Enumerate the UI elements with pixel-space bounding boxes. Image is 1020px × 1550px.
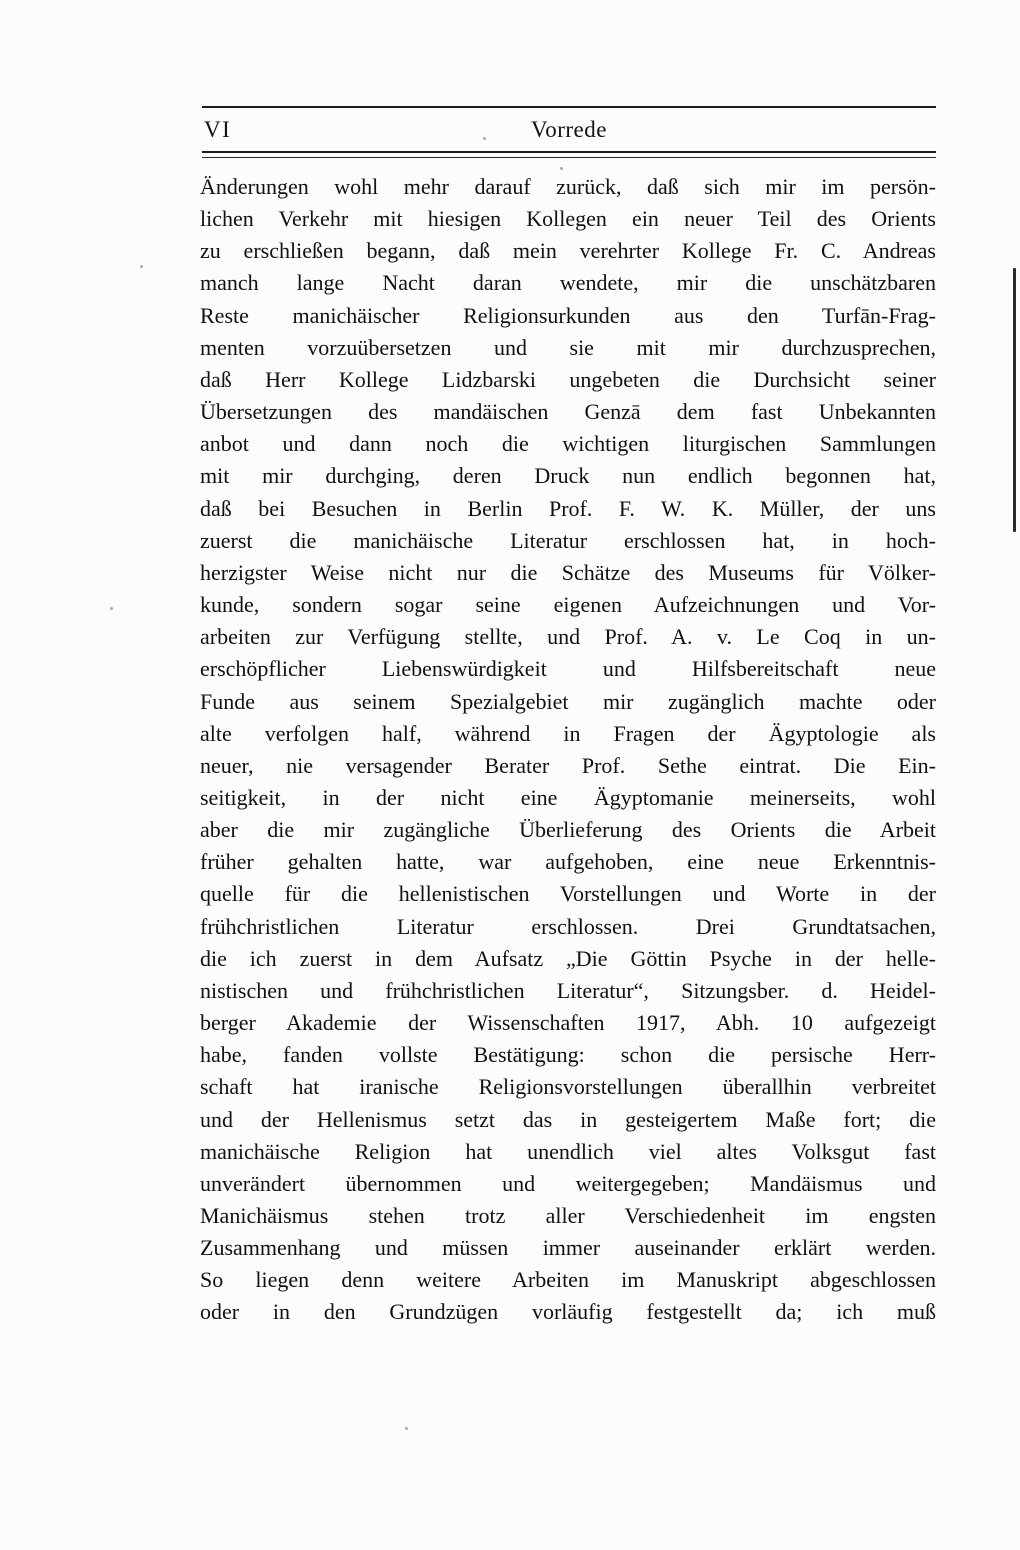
- text-line: erschöpflicher Liebenswürdigkeit und Hilfsbereitschaft neue: [200, 656, 936, 682]
- header-bottom-rule-thin: [202, 157, 936, 158]
- text-line: und der Hellenismus setzt das in gesteigertem Maße fort; die: [200, 1106, 936, 1132]
- text-line: Zusammenhang und müssen immer auseinander erklärt werden.: [200, 1235, 936, 1261]
- text-line: zu erschließen begann, daß mein verehrter Kollege Fr. C. Andreas: [200, 238, 936, 264]
- text-line: daß Herr Kollege Lidzbarski ungebeten die Durchsicht seiner: [200, 366, 936, 392]
- text-line: daß bei Besuchen in Berlin Prof. F. W. K. Müller, der uns: [200, 495, 936, 521]
- text-line: seitigkeit, in der nicht eine Ägyptomanie meinerseits, wohl: [200, 784, 936, 810]
- scan-speck: [405, 1427, 408, 1430]
- text-line: menten vorzuübersetzen und sie mit mir durchzusprechen,: [200, 334, 936, 360]
- running-header: [202, 106, 936, 158]
- text-line: nistischen und frühchristlichen Literatur“, Sitzungsber. d. Heidel-: [200, 977, 936, 1003]
- text-line: berger Akademie der Wissenschaften 1917, Abh. 10 aufgezeigt: [200, 1010, 936, 1036]
- text-line: Reste manichäischer Religionsurkunden aus den Turfān-Frag-: [200, 302, 936, 328]
- text-line: kunde, sondern sogar seine eigenen Aufzeichnungen und Vor-: [200, 592, 936, 618]
- scan-artifact-edge-line: [1013, 268, 1016, 532]
- text-line: quelle für die hellenistischen Vorstellungen und Worte in der: [200, 881, 936, 907]
- text-line: manichäische Religion hat unendlich viel altes Volksgut fast: [200, 1138, 936, 1164]
- text-line: Übersetzungen des mandäischen Genzā dem fast Unbekannten: [200, 399, 936, 425]
- scan-speck: [140, 265, 143, 268]
- header-top-rule: [202, 106, 936, 108]
- text-line: frühchristlichen Literatur erschlossen. Drei Grundtatsachen,: [200, 913, 936, 939]
- text-line: lichen Verkehr mit hiesigen Kollegen ein neuer Teil des Orients: [200, 206, 936, 232]
- scan-speck: [110, 607, 113, 610]
- text-line: manch lange Nacht daran wendete, mir die unschätzbaren: [200, 270, 936, 296]
- text-line: die ich zuerst in dem Aufsatz „Die Göttin Psyche in der helle-: [200, 945, 936, 971]
- scan-speck: [560, 167, 563, 170]
- text-line: oder in den Grundzügen vorläufig festgestellt da; ich muß: [200, 1299, 936, 1325]
- header-bottom-rule-thick: [202, 151, 936, 153]
- text-line: alte verfolgen half, während in Fragen der Ägyptologie als: [200, 720, 936, 746]
- text-line: mit mir durchging, deren Druck nun endlich begonnen hat,: [200, 463, 936, 489]
- text-line: Änderungen wohl mehr darauf zurück, daß sich mir im persön-: [200, 174, 936, 199]
- text-line: arbeiten zur Verfügung stellte, und Prof. A. v. Le Coq in un-: [200, 624, 936, 650]
- text-line: schaft hat iranische Religionsvorstellungen überallhin verbreitet: [200, 1074, 936, 1100]
- text-line: Funde aus seinem Spezialgebiet mir zugänglich machte oder: [200, 688, 936, 714]
- text-line: Manichäismus stehen trotz aller Verschiedenheit im engsten: [200, 1203, 936, 1228]
- running-title: Vorrede: [531, 117, 607, 142]
- text-line: neuer, nie versagender Berater Prof. Sethe eintrat. Die Ein-: [200, 752, 936, 778]
- page-number: VI: [204, 117, 232, 142]
- text-line: aber die mir zugängliche Überlieferung des Orients die Arbeit: [200, 817, 936, 843]
- text-line: herzigster Weise nicht nur die Schätze des Museums für Völker-: [200, 559, 936, 585]
- text-line: unverändert übernommen und weitergegeben; Mandäismus und: [200, 1170, 936, 1196]
- text-line: anbot und dann noch die wichtigen liturgischen Sammlungen: [200, 431, 936, 457]
- text-line: früher gehalten hatte, war aufgehoben, eine neue Erkenntnis-: [200, 849, 936, 875]
- text-line: habe, fanden vollste Bestätigung: schon die persische Herr-: [200, 1042, 936, 1068]
- body-text: [200, 171, 936, 1329]
- header-row: [202, 115, 936, 145]
- text-line: zuerst die manichäische Literatur erschlossen hat, in hoch-: [200, 527, 936, 553]
- text-line: So liegen denn weitere Arbeiten im Manuskript abgeschlossen: [200, 1267, 936, 1293]
